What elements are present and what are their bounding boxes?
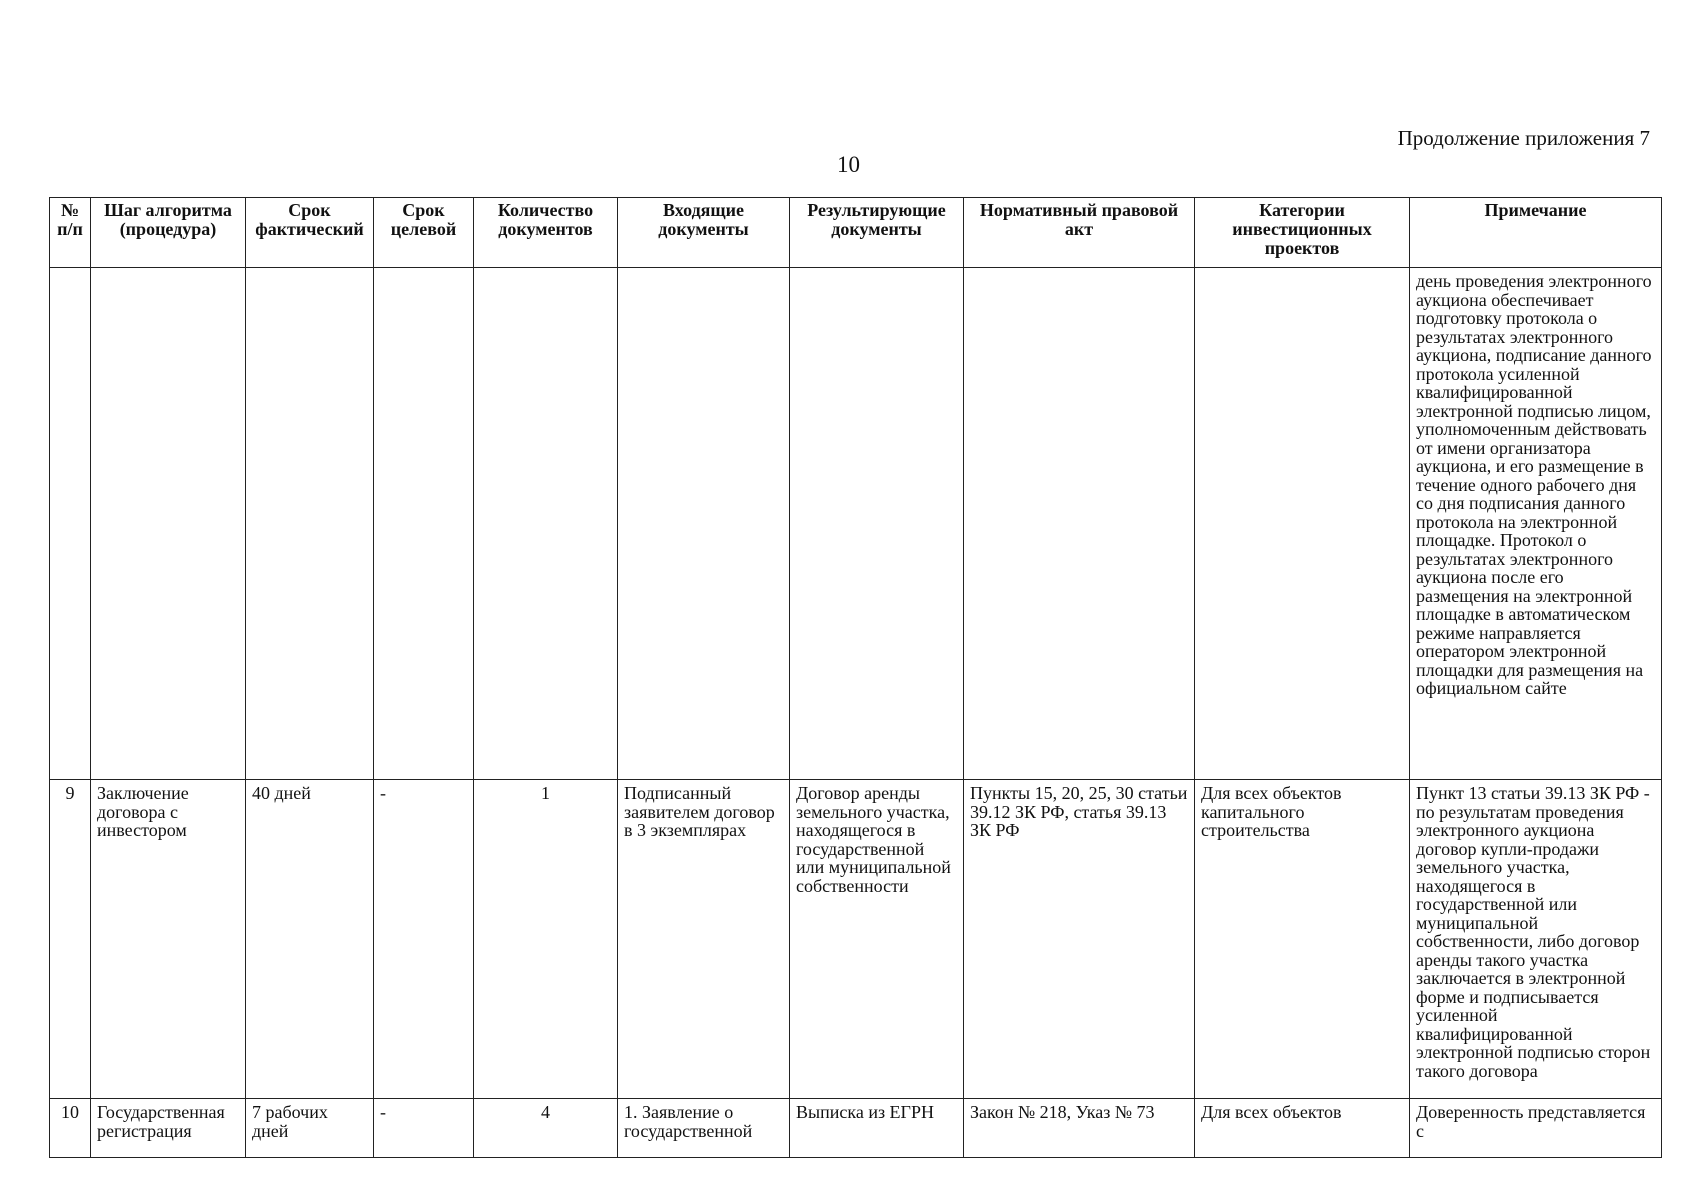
- resulting-documents-cell: Выписка из ЕГРН: [790, 1099, 964, 1158]
- row-number-cell: [50, 268, 91, 780]
- table-header-row: [50, 198, 1662, 268]
- column-header: Примечание: [1410, 198, 1662, 268]
- legal-act-cell: Закон № 218, Указ № 73: [964, 1099, 1195, 1158]
- actual-term-cell: 40 дней: [246, 780, 374, 1099]
- column-header: Результирующие документы: [790, 198, 964, 268]
- step-cell: [91, 268, 246, 780]
- document-count-cell: 4: [474, 1099, 618, 1158]
- legal-act-cell: [964, 268, 1195, 780]
- column-header: Срок фактический: [246, 198, 374, 268]
- step-cell: Государственная регистрация: [91, 1099, 246, 1158]
- column-header: Шаг алгоритма (процедура): [91, 198, 246, 268]
- table-row: [50, 268, 1662, 780]
- note-cell: Доверенность представляется с: [1410, 1099, 1662, 1158]
- target-term-cell: [374, 268, 474, 780]
- incoming-documents-cell: 1. Заявление о государственной: [618, 1099, 790, 1158]
- project-category-cell: Для всех объектов капитального строительства: [1195, 780, 1410, 1099]
- actual-term-cell: [246, 268, 374, 780]
- row-number-cell: 9: [50, 780, 91, 1099]
- resulting-documents-cell: [790, 268, 964, 780]
- step-cell: Заключение договора с инвестором: [91, 780, 246, 1099]
- incoming-documents-cell: [618, 268, 790, 780]
- column-header: № п/п: [50, 198, 91, 268]
- document-count-cell: 1: [474, 780, 618, 1099]
- target-term-cell: -: [374, 1099, 474, 1158]
- document-count-cell: [474, 268, 618, 780]
- target-term-cell: -: [374, 780, 474, 1099]
- incoming-documents-cell: Подписанный заявителем договор в 3 экземплярах: [618, 780, 790, 1099]
- procedure-table: [49, 197, 1662, 1158]
- table-row: [50, 780, 1662, 1099]
- column-header: Срок целевой: [374, 198, 474, 268]
- column-header: Входящие документы: [618, 198, 790, 268]
- column-header: Нормативный правовой акт: [964, 198, 1195, 268]
- legal-act-cell: Пункты 15, 20, 25, 30 статьи 39.12 ЗК РФ, статья 39.13 ЗК РФ: [964, 780, 1195, 1099]
- resulting-documents-cell: Договор аренды земельного участка, находящегося в государственной или муниципальной собственности: [790, 780, 964, 1099]
- actual-term-cell: 7 рабочих дней: [246, 1099, 374, 1158]
- column-header: Количество документов: [474, 198, 618, 268]
- project-category-cell: [1195, 268, 1410, 780]
- note-cell: Пункт 13 статьи 39.13 ЗК РФ - по результатам проведения электронного аукциона договор купли-продажи земельного участка, находящегося в государственной или муниципальной собственности, либо договор аренды такого участка заключается в электронной форме и подписывается усиленной квалифицированной электронной подписью сторон такого договора: [1410, 780, 1662, 1099]
- project-category-cell: Для всех объектов: [1195, 1099, 1410, 1158]
- appendix-note: Продолжение приложения 7: [1397, 126, 1650, 150]
- row-number-cell: 10: [50, 1099, 91, 1158]
- table-row: [50, 1099, 1662, 1158]
- note-cell: день проведения электронного аукциона обеспечивает подготовку протокола о результатах электронного аукциона, подписание данного протокола усиленной квалифицированной электронной подписью лицом, уполномоченным действовать от имени организатора аукциона, и его размещение в течение одного рабочего дня со дня подписания данного протокола на электронной площадке. Протокол о результатах электронного аукциона после его размещения на электронной площадке в автоматическом режиме направляется оператором электронной площадки для размещения на официальном сайте: [1410, 268, 1662, 780]
- page-number: 10: [837, 152, 860, 177]
- column-header: Категории инвестиционных проектов: [1195, 198, 1410, 268]
